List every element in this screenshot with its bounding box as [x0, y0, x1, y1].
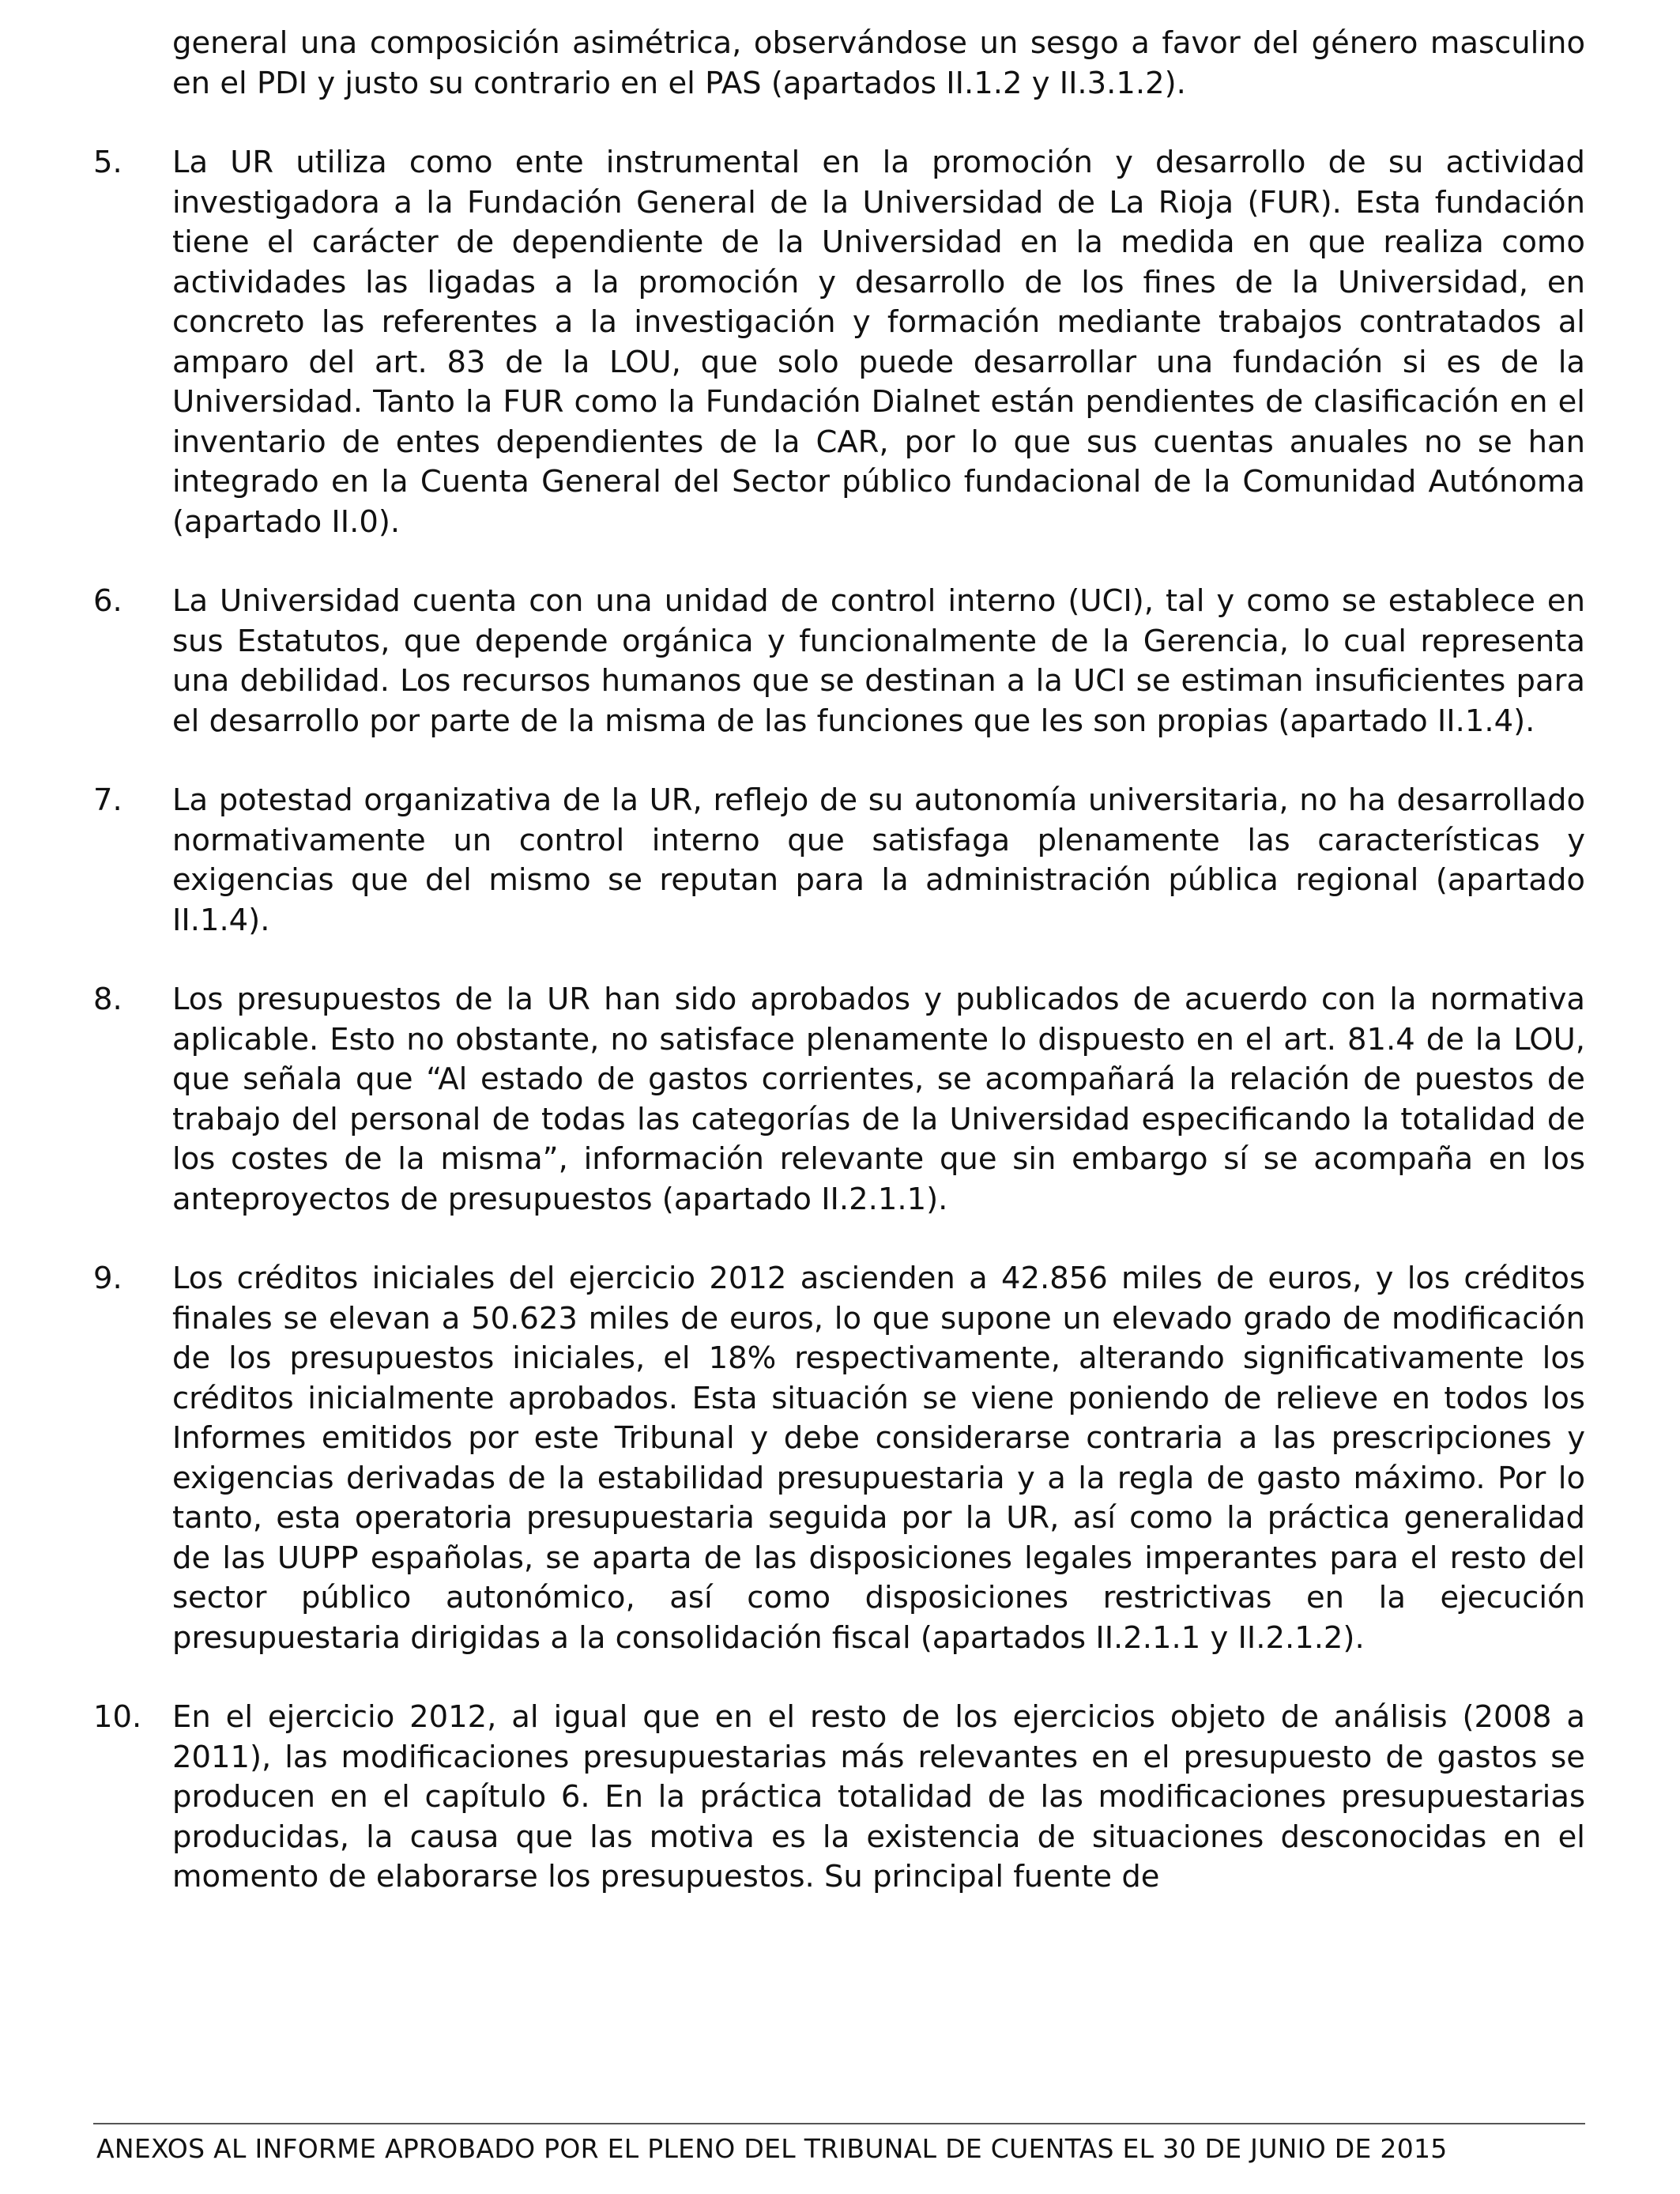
- item-text: Los presupuestos de la UR han sido aprobados y publicados de acuerdo con la normativa aplicable. Esto no obstante, no satisface plenamente lo dispuesto en el art. 81.4 de la LOU, que señala que “Al estado de gastos corrientes, se acompañará la relación de puestos de trabajo del personal de todas las categorías de la Universidad especificando la totalidad de los costes de la misma”, información relevante que sin embargo sí se acompaña en los anteproyectos de presupuestos (apartado II.2.1.1).: [172, 982, 1585, 1217]
- item-text: Los créditos iniciales del ejercicio 2012 ascienden a 42.856 miles de euros, y los créditos finales se elevan a 50.623 miles de euros, lo que supone un elevado grado de modificación de los presupuestos iniciales, el 18% respectivamente, alterando significativamente los créditos inicialmente aprobados. Esta situación se viene poniendo de relieve en todos los Informes emitidos por este Tribunal y debe considerarse contraria a las prescripciones y exigencias derivadas de la estabilidad presupuestaria y a la regla de gasto máximo. Por lo tanto, esta operatoria presupuestaria seguida por la UR, así como la práctica generalidad de las UUPP españolas, se aparta de las disposiciones legales imperantes para el resto del sector público autonómico, así como disposiciones restrictivas en la ejecución presupuestaria dirigidas a la consolidación fiscal (apartados II.2.1.1 y II.2.1.2).: [172, 1261, 1585, 1656]
- list-item-7: [93, 781, 1585, 941]
- item-text: La UR utiliza como ente instrumental en la promoción y desarrollo de su actividad investigadora a la Fundación General de la Universidad de La Rioja (FUR). Esta fundación tiene el carácter de dependiente de la Universidad en la medida en que realiza como actividades las ligadas a la promoción y desarrollo de los fines de la Universidad, en concreto las referentes a la investigación y formación mediante trabajos contratados al amparo del art. 83 de la LOU, que solo puede desarrollar una fundación si es de la Universidad. Tanto la FUR como la Fundación Dialnet están pendientes de clasificación en el inventario de entes dependientes de la CAR, por lo que sus cuentas anuales no se han integrado en la Cuenta General del Sector público fundacional de la Comunidad Autónoma (apartado II.0).: [172, 145, 1585, 540]
- item-number: 7.: [93, 782, 122, 818]
- item-number: 8.: [93, 982, 122, 1017]
- item-number: 9.: [93, 1261, 122, 1296]
- item-number: 10.: [93, 1699, 142, 1735]
- item-number: 5.: [93, 145, 122, 180]
- document-body: [93, 24, 1585, 1937]
- intro-continuation-paragraph: [93, 24, 1585, 104]
- list-item-5: [93, 143, 1585, 542]
- item-text: En el ejercicio 2012, al igual que en el resto de los ejercicios objeto de análisis (2008 a 2011), las modificaciones presupuestarias más relevantes en el presupuesto de gastos se producen en el capítulo 6. En la práctica totalidad de las modificaciones presupuestarias producidas, la causa que las motiva es la existencia de situaciones desconocidas en el momento de elaborarse los presupuestos. Su principal fuente de: [172, 1699, 1585, 1894]
- footer-divider: [93, 2123, 1585, 2124]
- list-item-6: [93, 582, 1585, 741]
- item-text: La Universidad cuenta con una unidad de control interno (UCI), tal y como se establece en sus Estatutos, que depende orgánica y funcionalmente de la Gerencia, lo cual representa una debilidad. Los recursos humanos que se destinan a la UCI se estiman insuficientes para el desarrollo por parte de la misma de las funciones que les son propias (apartado II.1.4).: [172, 583, 1585, 739]
- paragraph-text: general una composición asimétrica, observándose un sesgo a favor del género masculino en el PDI y justo su contrario en el PAS (apartados II.1.2 y II.3.1.2).: [172, 25, 1585, 101]
- item-text: La potestad organizativa de la UR, reflejo de su autonomía universitaria, no ha desarrollado normativamente un control interno que satisfaga plenamente las características y exigencias que del mismo se reputan para la administración pública regional (apartado II.1.4).: [172, 782, 1585, 938]
- list-item-8: [93, 980, 1585, 1220]
- list-item-10: [93, 1698, 1585, 1898]
- list-item-9: [93, 1259, 1585, 1658]
- item-number: 6.: [93, 583, 122, 619]
- page-footer: ANEXOS AL INFORME APROBADO POR EL PLENO DEL TRIBUNAL DE CUENTAS EL 30 DE JUNIO DE 2015: [96, 2133, 1448, 2164]
